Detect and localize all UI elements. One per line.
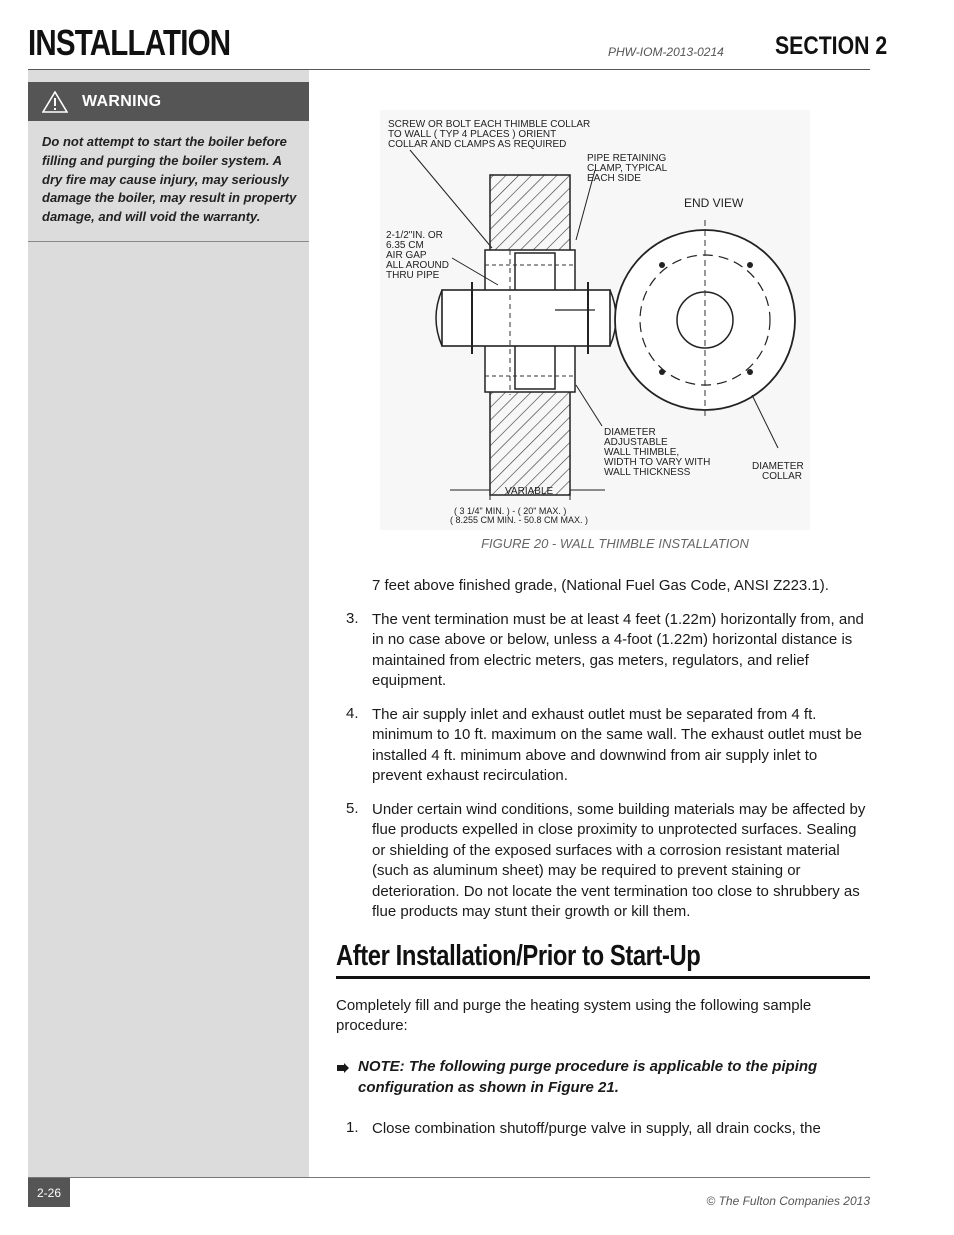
wall-section-upper (490, 175, 570, 255)
label-thimble-2: ADJUSTABLE (604, 437, 668, 448)
warning-banner (28, 82, 309, 121)
pointing-hand-icon (336, 1062, 350, 1074)
intro-paragraph: Completely fill and purge the heating system using the following sample procedure: (336, 997, 812, 1035)
label-dimension-1: ( 3 1/4" MIN. ) - ( 20" MAX. ) (454, 506, 567, 516)
heading-rule (336, 976, 870, 979)
label-thimble-3: WALL THIMBLE, (604, 447, 680, 458)
section-label: SECTION 2 (775, 32, 888, 60)
label-clamp-1: PIPE RETAINING (587, 153, 667, 164)
section-heading: After Installation/Prior to Start-Up (336, 940, 701, 972)
label-gap-1: 2-1/2"IN. OR (386, 230, 443, 241)
wall-thimble-figure (380, 110, 810, 530)
note-text: NOTE: The following purge procedure is applicable to the piping configuration as shown in Figure 21. (358, 1058, 818, 1096)
warning-text: Do not attempt to start the boiler before filling and purging the boiler system. A dry fire may cause injury, may seriously damage the boiler, may result in property damage, and will void the warranty. (42, 134, 297, 225)
sidebar-panel (28, 70, 309, 1177)
label-screw-3: COLLAR AND CLAMPS AS REQUIRED (388, 139, 567, 150)
label-thimble-1: DIAMETER (604, 427, 656, 438)
label-thimble-4: WIDTH TO VARY WITH (604, 457, 711, 468)
label-variable: VARIABLE (505, 486, 554, 497)
list-item-text: The air supply inlet and exhaust outlet must be separated from 4 ft. minimum to 10 ft. maximum on the same wall. The exhaust outlet must be installed 4 ft. minimum above and downwind from air supply inlet to prevent exhaust recirculation. (372, 706, 862, 785)
label-collar-2: COLLAR (762, 471, 803, 482)
list-item-number: 3. (346, 610, 359, 627)
footer-divider (28, 1177, 870, 1178)
label-gap-3: AIR GAP (386, 250, 427, 261)
label-clamp-3: EACH SIDE (587, 173, 641, 184)
label-screw-1: SCREW OR BOLT EACH THIMBLE COLLAR (388, 119, 591, 130)
label-collar-1: DIAMETER (752, 461, 804, 472)
continued-paragraph: 7 feet above finished grade, (National Fuel Gas Code, ANSI Z223.1). (372, 577, 829, 594)
warning-divider (28, 241, 309, 242)
wall-section-lower (490, 388, 570, 495)
warning-triangle-icon (42, 91, 68, 113)
list-item-text: The vent termination must be at least 4 feet (1.22m) horizontally from, and in no case above or below, unless a 4-foot (1.22m) horizontal distance is maintained from electric meters, gas meters, regulators, and relief equipment. (372, 611, 864, 690)
list-item-number: 4. (346, 705, 359, 722)
vent-pipe (442, 290, 610, 346)
wall-thimble-diagram (380, 110, 810, 530)
label-end-view: END VIEW (684, 196, 744, 210)
label-dimension-2: ( 8.255 CM MIN. - 50.8 CM MAX. ) (450, 515, 589, 525)
document-id: PHW-IOM-2013-0214 (608, 45, 724, 59)
list-item-text: Under certain wind conditions, some building materials may be affected by flue products expelled in close proximity to unprotected surfaces. Sealing or shielding of the exposed surfaces with a corrosion resistant material (such as aluminum sheet) may be required to prevent staining or deterioration. Do not locate the vent termination too close to shrubbery as flue products may stunt their growth or kill them. (372, 801, 866, 921)
page-header-title: INSTALLATION (28, 22, 231, 63)
label-screw-2: TO WALL ( TYP 4 PLACES ) ORIENT (388, 129, 557, 140)
label-thimble-5: WALL THICKNESS (604, 467, 691, 478)
label-gap-2: 6.35 CM (386, 240, 424, 251)
list-item-number: 5. (346, 800, 359, 817)
list-item-number: 1. (346, 1119, 359, 1136)
page-number: 2-26 (28, 1178, 70, 1207)
warning-label: WARNING (82, 92, 162, 110)
label-gap-5: THRU PIPE (386, 270, 440, 281)
label-gap-4: ALL AROUND (386, 260, 449, 271)
list-item-text: Close combination shutoff/purge valve in supply, all drain cocks, the (372, 1120, 821, 1137)
figure-caption: FIGURE 20 - WALL THIMBLE INSTALLATION (481, 536, 749, 551)
label-clamp-2: CLAMP, TYPICAL (587, 163, 668, 174)
copyright-text: © The Fulton Companies 2013 (706, 1194, 870, 1208)
